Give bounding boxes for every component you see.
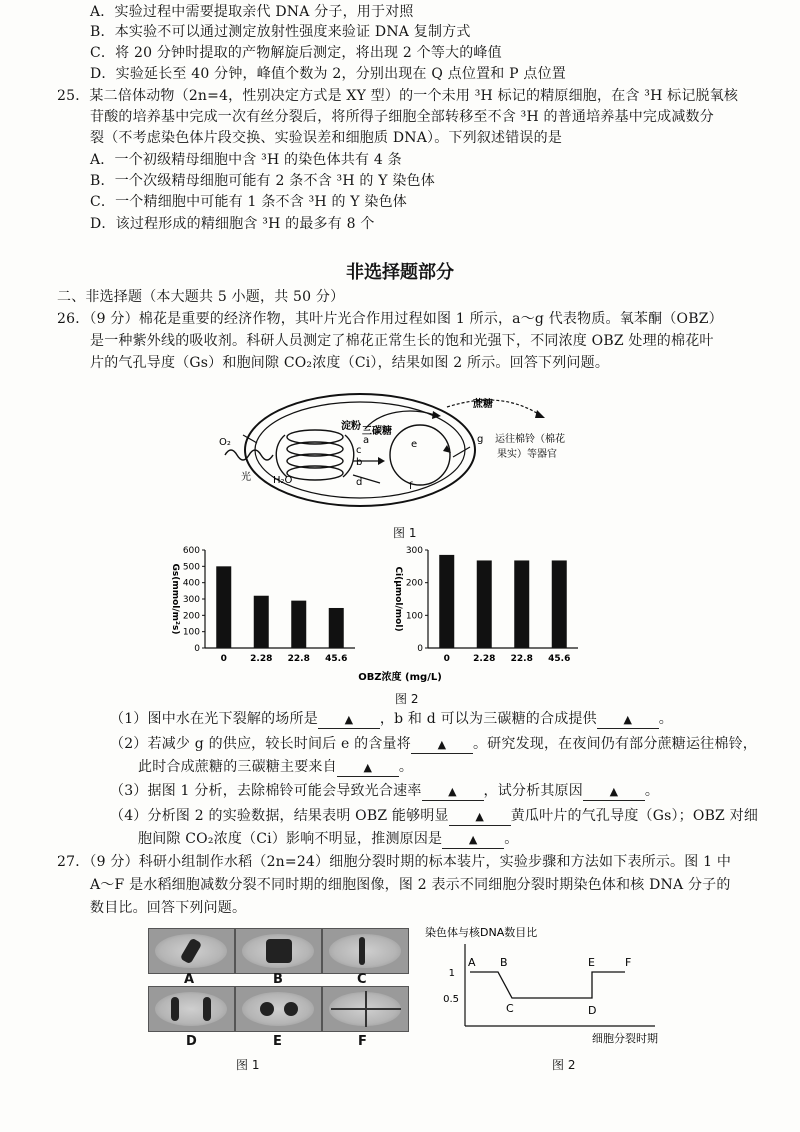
micrograph-c [322,928,409,974]
gs-bar [329,608,344,648]
q25-option-a: A．一个初级精母细胞中含 ³H 的染色体共有 4 条 [90,152,402,168]
ratio-ytick-05: 0.5 [443,994,459,1005]
ratio-line [470,972,625,998]
ci-ytick-label: 100 [405,611,423,622]
gs-ytick-label: 0 [194,644,200,654]
micrograph-d [148,986,235,1032]
ci-bar [439,555,454,648]
q26-stem-line2: 是一种紫外线的吸收剂。科研人员测定了棉花正常生长的饱和光强下，不同浓度 OBZ 处理的棉花叶 [90,333,714,349]
ci-xtick-label: 45.6 [548,654,571,664]
q25-stem-line1: 25．某二倍体动物（2n=4，性别决定方式是 XY 型）的一个未用 ³H 标记的精原细胞，在含 ³H 标记脱氧核 [57,88,739,104]
ratio-point-label-e: E [588,956,595,969]
micrograph-label-f: F [358,1034,367,1049]
q24-option-a: A．实验过程中需要提取亲代 DNA 分子，用于对照 [90,4,414,20]
ci-ytick-label: 200 [405,578,423,589]
q25-stem-line2: 苷酸的培养基中完成一次有丝分裂后，将所得子细胞全部转移至不含 ³H 的普通培养基中完成减数分 [90,109,714,125]
ci-xtick-label: 2.28 [473,654,496,664]
q27-stem-line2: A～F 是水稻细胞减数分裂不同时期的细胞图像，图 2 表示不同细胞分裂时期染色体和核 DNA 分子的 [90,877,731,893]
micrograph-a [148,928,235,974]
q24-option-b: B．本实验不可以通过测定放射性强度来验证 DNA 复制方式 [90,24,471,40]
q27-fig1-caption: 图 1 [236,1058,260,1072]
label-triose: 三碳糖 [362,426,392,437]
ratio-point-label-d: D [588,1004,597,1017]
gs-bar [291,601,306,648]
q25-option-b: B．一个次级精母细胞可能有 2 条不含 ³H 的 Y 染色体 [90,173,435,189]
gs-ytick-label: 200 [182,611,200,622]
ci-bar [514,560,529,648]
ratio-ytick-1: 1 [448,968,455,979]
gs-ytick-label: 500 [182,562,200,573]
micrograph-label-c: C [357,972,367,987]
q26-sub2-line2: 此时合成蔗糖的三碳糖主要来自 ▲ 。 [138,759,414,775]
q27-ratio-line-chart [420,922,680,1047]
label-f: f [409,481,413,492]
section-header: 二、非选择题（本大题共 5 小题，共 50 分） [57,289,345,305]
chloroplast-diagram [215,385,615,515]
label-water: H₂O [273,475,293,486]
q26-sub4-line1: （4）分析图 2 的实验数据，结果表明 OBZ 能够明显 ▲ 黄瓜叶片的气孔导度（Gs）；OBZ 对细 [110,808,759,824]
gs-ytick-label: 300 [182,595,200,605]
micrograph-f [322,986,409,1032]
q27-stem-line3: 数目比。回答下列问题。 [90,900,247,916]
q25-stem-line3: 裂（不考虑染色体片段交换、实验误差和细胞质 DNA）。下列叙述错误的是 [90,130,563,146]
gs-ytick-label: 600 [182,546,200,556]
label-b: b [356,457,363,468]
ci-bar [477,560,492,648]
section-title: 非选择题部分 [346,262,454,283]
label-e: e [411,439,418,450]
fig1-caption: 图 1 [393,526,417,540]
gs-ytick-label: 100 [182,627,200,638]
label-starch: 淀粉 [341,421,361,432]
fig2-caption: 图 2 [395,692,419,706]
label-light: 光 [241,472,251,483]
fig2-bar-charts [160,540,630,690]
label-c: c [356,445,362,456]
micrograph-label-a: A [184,972,195,987]
q26-stem-line1: 26．（9 分）棉花是重要的经济作物，其叶片光合作用过程如图 1 所示，a～g 代表物质。氧苯酮（OBZ） [57,311,723,327]
label-sink-line1: 运往棉铃（棉花 [495,434,565,445]
ci-ytick-label: 0 [417,644,423,654]
q25-option-d: D．该过程形成的精细胞含 ³H 的最多有 8 个 [90,216,375,232]
label-d: d [356,477,363,488]
q26-sub3: （3）据图 1 分析，去除棉铃可能会导致光合速率 ▲ ，试分析其原因 ▲ 。 [110,783,660,799]
q24-option-d: D．实验延长至 40 分钟，峰值个数为 2，分别出现在 Q 点位置和 P 点位置 [90,66,566,82]
ci-ytick-label: 300 [405,546,423,556]
micrograph-label-d: D [186,1034,197,1049]
gs-bar [216,566,231,648]
q26-sub1: （1）图中水在光下裂解的场所是 ▲ ，b 和 d 可以为三碳糖的合成提供 ▲ 。 [110,711,673,727]
ratio-point-label-f: F [625,956,632,969]
label-g: g [477,434,484,445]
ci-ylabel: Ci(μmol/mol) [393,566,403,632]
q25-option-c: C．一个精细胞中可能有 1 条不含 ³H 的 Y 染色体 [90,194,407,210]
q27-fig2-caption: 图 2 [552,1058,576,1072]
q26-sub4-line2: 胞间隙 CO₂浓度（Ci）影响不明显，推测原因是 ▲ 。 [138,831,519,847]
gs-xtick-label: 45.6 [325,654,348,664]
ci-xtick-label: 22.8 [510,654,533,664]
q26-stem-line3: 片的气孔导度（Gs）和胞间隙 CO₂浓度（Ci），结果如图 2 所示。回答下列问题。 [90,355,610,371]
fig2-xlabel: OBZ浓度 (mg/L) [358,672,442,683]
gs-ylabel: Gs(mmol/m²s) [170,563,180,635]
micrograph-b [235,928,322,974]
q24-option-c: C．将 20 分钟时提取的产物解旋后测定，将出现 2 个等大的峰值 [90,45,502,61]
ratio-point-label-c: C [506,1002,514,1015]
gs-xtick-label: 22.8 [287,654,310,664]
micrograph-label-e: E [273,1034,282,1049]
ratio-xlabel: 细胞分裂时期 [592,1032,658,1045]
ci-xtick-label: 0 [443,654,450,664]
gs-xtick-label: 2.28 [250,654,273,664]
micrograph-e [235,986,322,1032]
q26-sub2-line1: （2）若减少 g 的供应，较长时间后 e 的含量将 ▲ 。研究发现，在夜间仍有部分蔗糖运往棉铃， [110,736,757,752]
gs-bar [254,596,269,648]
label-a: a [363,435,370,446]
gs-xtick-label: 0 [220,654,227,664]
label-sink-line2: 果实）等器官 [497,449,557,460]
ratio-chart-title: 染色体与核DNA数目比 [425,926,538,939]
ratio-point-label-b: B [500,956,508,969]
micrograph-label-b: B [273,972,283,987]
ci-bar [552,560,567,648]
q27-stem-line1: 27．（9 分）科研小组制作水稻（2n=24）细胞分裂时期的标本装片，实验步骤和方法如下表所示。图 1 中 [57,854,732,870]
label-o2: O₂ [219,437,231,448]
gs-ytick-label: 400 [182,578,200,589]
ratio-point-label-a: A [468,956,476,969]
label-sucrose: 蔗糖 [473,399,493,410]
